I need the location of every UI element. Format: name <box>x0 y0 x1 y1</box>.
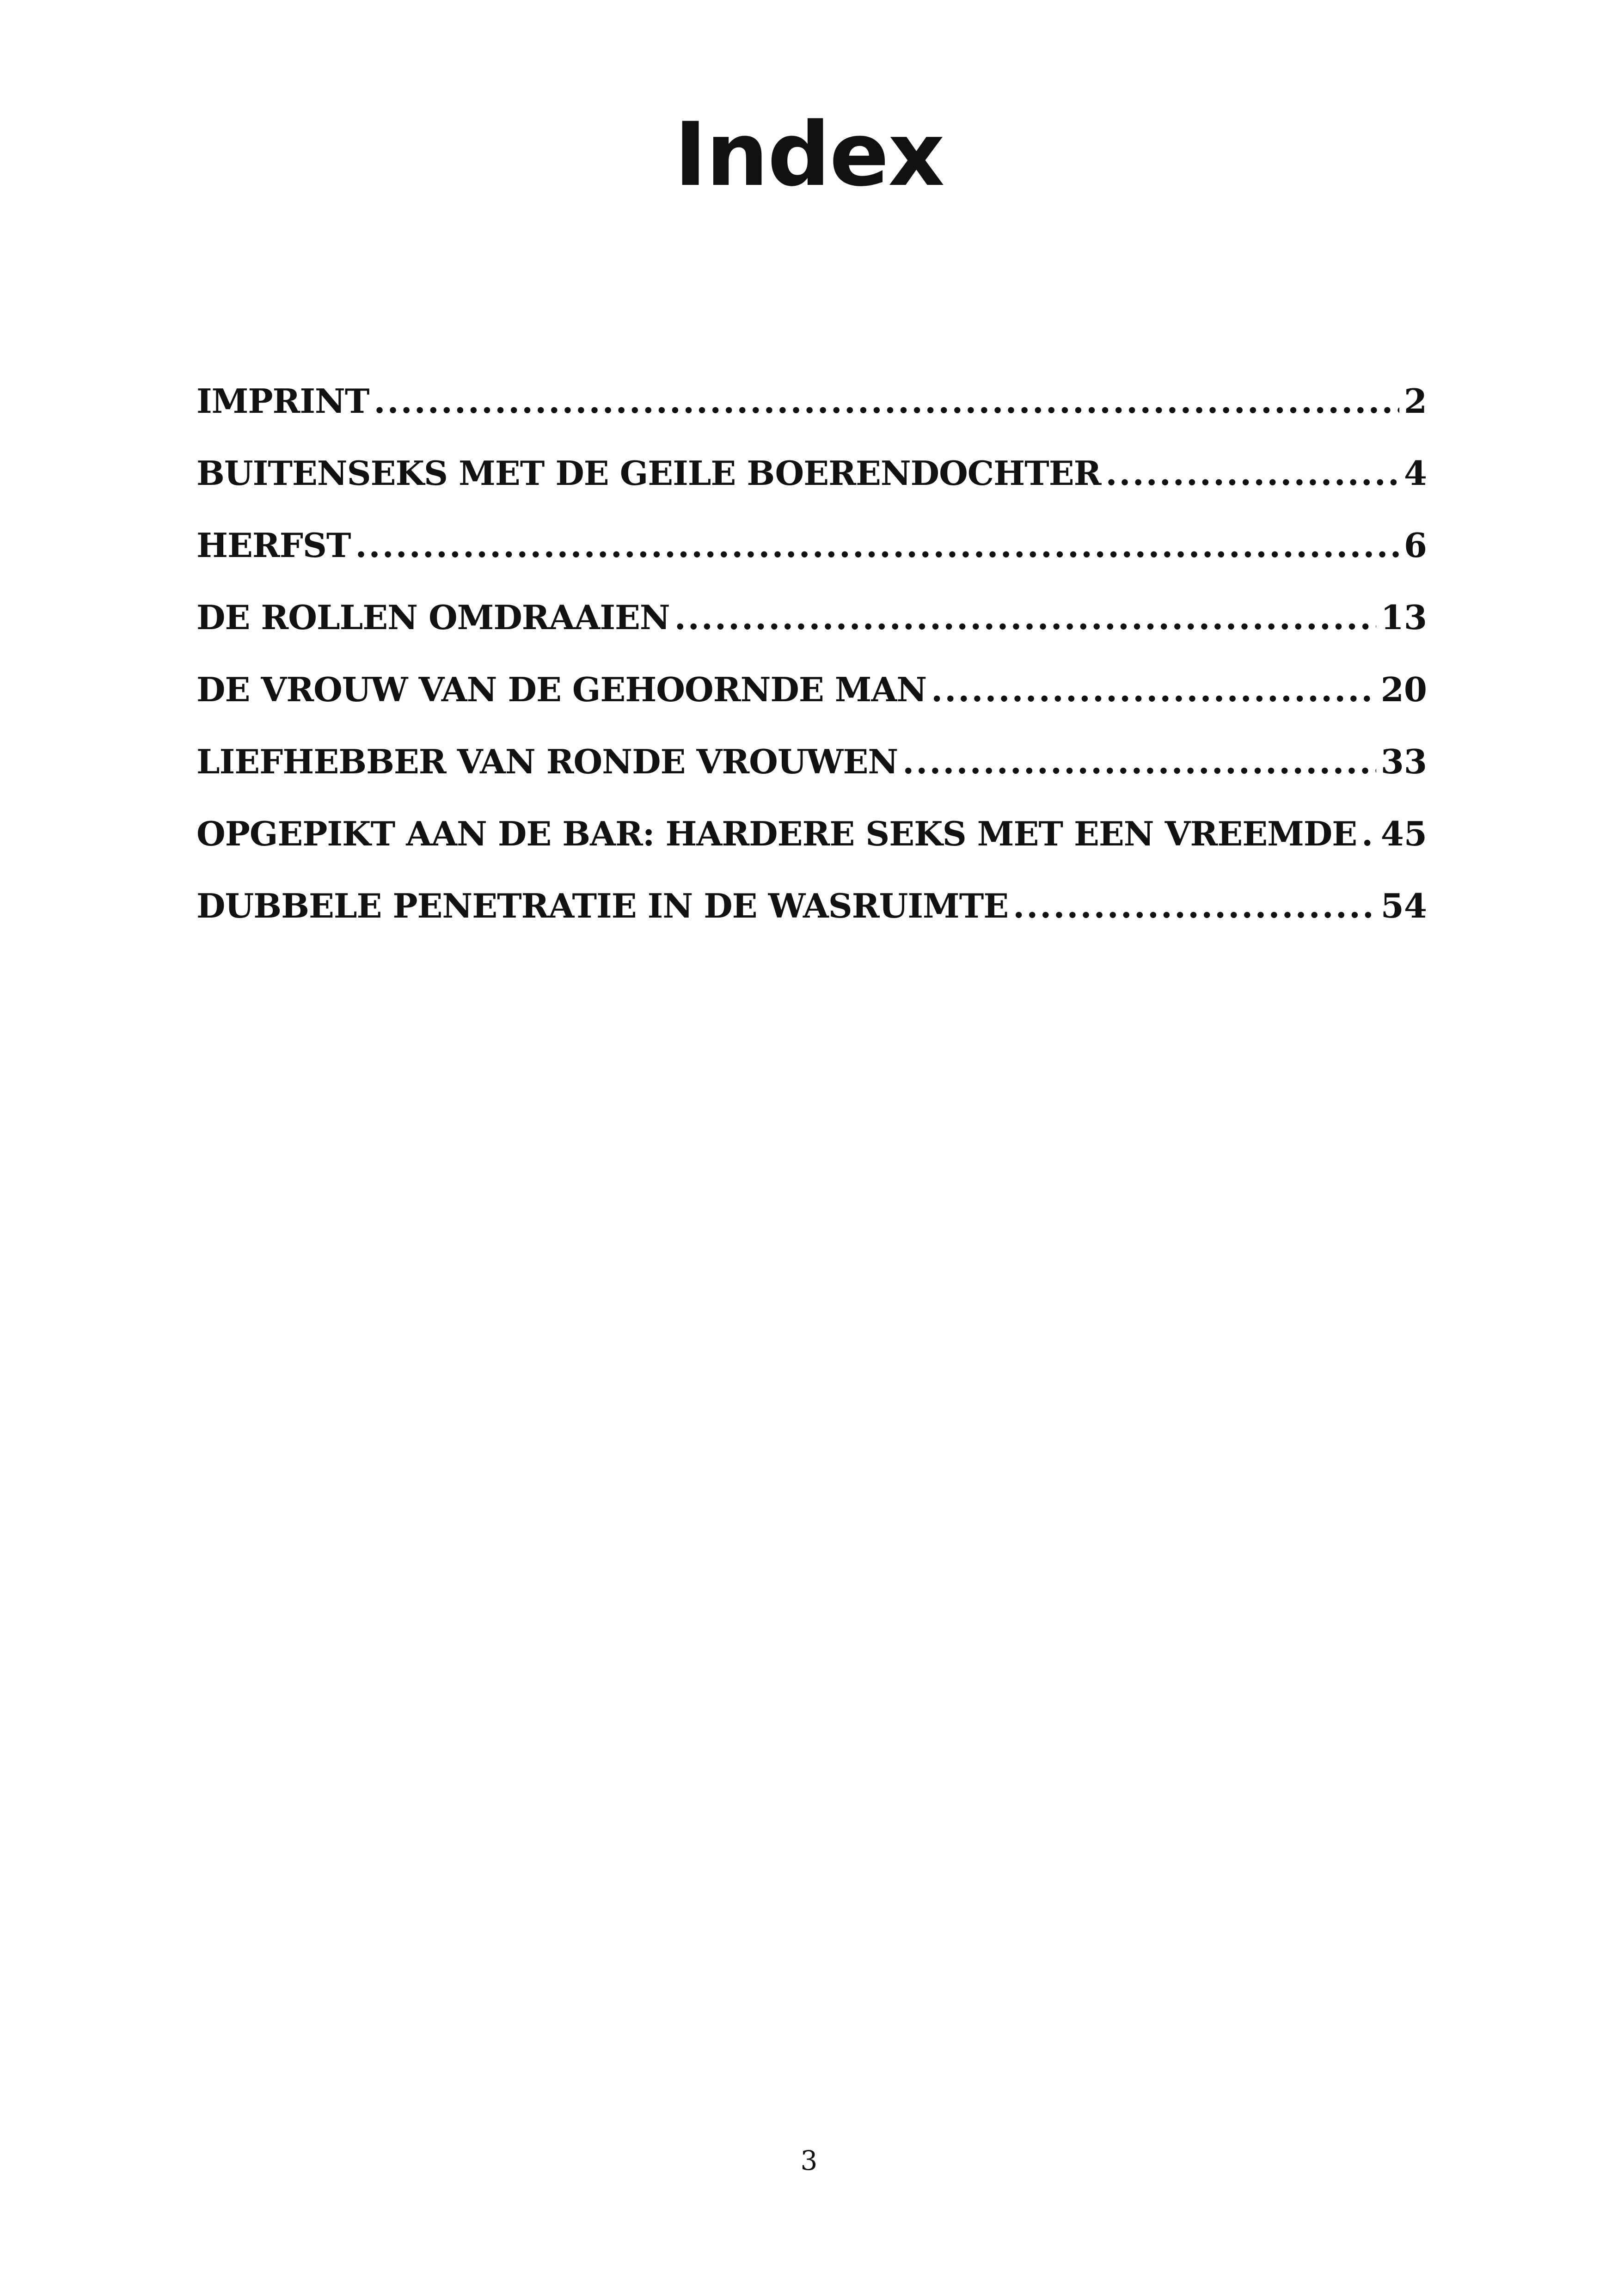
toc-entry[interactable] <box>196 509 1427 582</box>
toc-entry-page: 4 <box>1403 453 1427 493</box>
toc-entry-title: BUITENSEKS MET DE GEILE BOERENDOCHTER <box>196 453 1101 493</box>
toc-entry-title: DE ROLLEN OMDRAAIEN <box>196 598 670 637</box>
toc-entry[interactable] <box>196 654 1427 726</box>
dot-leader <box>1105 437 1399 509</box>
toc-entry[interactable] <box>196 726 1427 798</box>
toc-entry-title: DUBBELE PENETRATIE IN DE WASRUIMTE <box>196 886 1009 925</box>
page-title: Index <box>674 104 944 206</box>
toc-entry-title: LIEFHEBBER VAN RONDE VROUWEN <box>196 742 898 781</box>
toc-entry-page: 45 <box>1380 814 1427 853</box>
toc-entry-page: 6 <box>1403 526 1427 565</box>
table-of-contents <box>196 365 1427 942</box>
dot-leader <box>1361 798 1376 870</box>
toc-entry[interactable] <box>196 582 1427 654</box>
toc-entry-page: 20 <box>1380 670 1427 709</box>
toc-entry-title: HERFST <box>196 526 351 565</box>
dot-leader <box>355 509 1399 582</box>
dot-leader <box>374 365 1399 437</box>
dot-leader <box>674 582 1376 654</box>
toc-entry-title: OPGEPIKT AAN DE BAR: HARDERE SEKS MET EEN VREEMDE <box>196 814 1357 853</box>
toc-entry[interactable] <box>196 437 1427 509</box>
toc-entry-title: DE VROUW VAN DE GEHOORNDE MAN <box>196 670 927 709</box>
page-number: 3 <box>800 2145 818 2176</box>
toc-entry[interactable] <box>196 798 1427 870</box>
dot-leader <box>931 654 1376 726</box>
dot-leader <box>902 726 1376 798</box>
toc-entry-page: 2 <box>1403 381 1427 421</box>
dot-leader <box>1013 870 1376 942</box>
toc-entry-title: IMPRINT <box>196 381 369 421</box>
toc-entry-page: 13 <box>1380 598 1427 637</box>
toc-entry[interactable] <box>196 870 1427 942</box>
toc-entry-page: 54 <box>1380 886 1427 925</box>
toc-entry-page: 33 <box>1380 742 1427 781</box>
toc-entry[interactable] <box>196 365 1427 437</box>
